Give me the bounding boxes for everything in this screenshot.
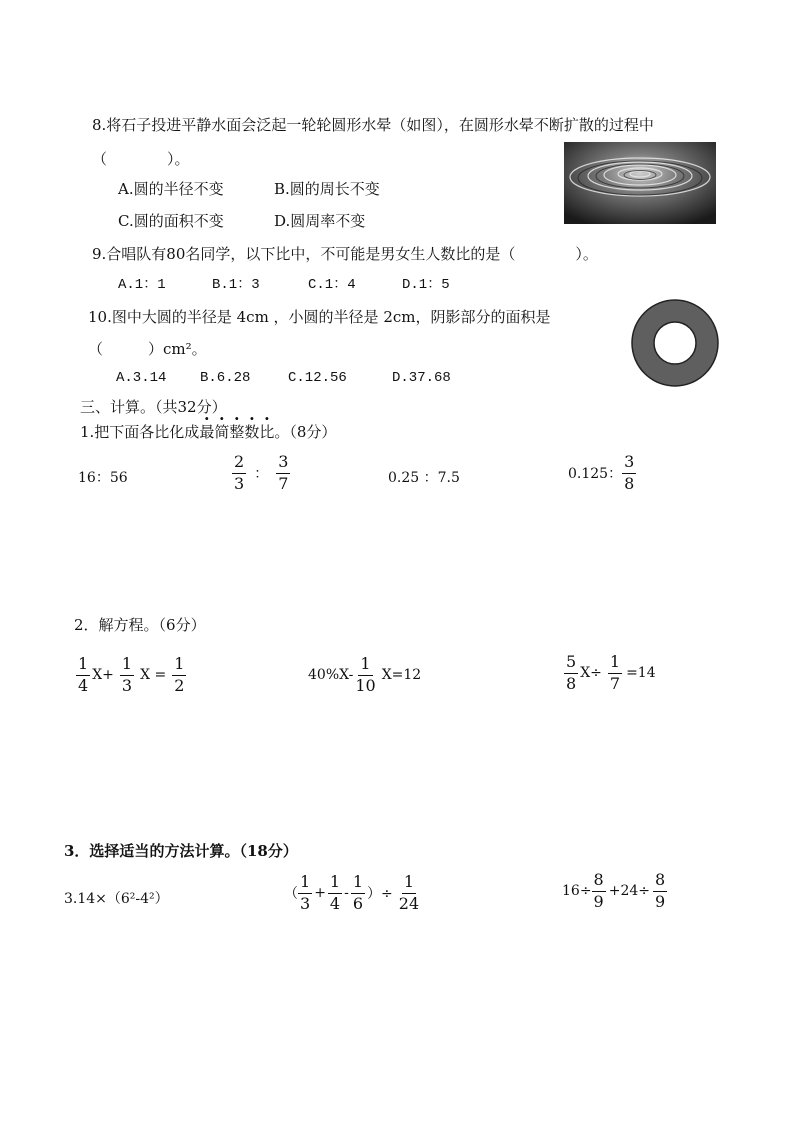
fraction: $\frac{1}{3}$ [121,654,133,695]
fraction: $\frac{8}{9}$ [655,870,666,911]
ratio-3: 0.25 ：7.5 [388,470,460,486]
q8-option-d[interactable]: D.圆周率不变 [274,212,366,230]
part-3-title: 3．选择适当的方法计算。（18分） [64,842,298,860]
part-2-title: 2．解方程。（6分） [74,616,206,634]
q8-option-b[interactable]: B.圆的周长不变 [274,180,380,198]
fraction: $\frac{1}{7}$ [609,652,621,693]
q9-text: 9.合唱队有80名同学，以下比中，不可能是男女生人数比的是（ ）。 [92,245,598,263]
fraction: $\frac{1}{3}$ [300,872,311,913]
fraction: $\frac{1}{4}$ [329,872,341,913]
water-ripple-image [564,142,716,224]
fraction: $\frac{5}{8}$ [566,652,577,693]
annulus-figure [630,298,720,388]
q10-option-a[interactable]: A.3.14 [116,370,167,386]
q10-answer-blank[interactable]: （ ）cm²。 [88,340,207,358]
q9-option-b[interactable]: B.1：3 [212,277,260,293]
fraction: $\frac{1}{24}$ [398,872,420,913]
ratio-2: $\frac{2}{3}$ ： $\frac{3}{7}$ [234,452,289,493]
fraction: $\frac{1}{4}$ [78,654,89,695]
ratio-1: 16：56 [78,470,128,486]
fraction: $\frac{2}{3}$ [234,452,245,493]
part-1-text-pre: 1.把下面各比化成 [80,423,200,441]
q10-option-b[interactable]: B.6.28 [200,370,251,386]
section-3-title: 三、计算。（共32分） [80,398,227,416]
q9-option-a[interactable]: A.1：1 [118,277,166,293]
fraction: $\frac{1}{10}$ [355,654,376,695]
q8-option-a[interactable]: A.圆的半径不变 [118,180,224,198]
equation-3: $\frac{5}{8}$ X÷ $\frac{1}{7}$ =14 [566,652,656,693]
equation-1: $\frac{1}{4}$ X+ $\frac{1}{3}$ X = $\frac{1}{2}$ [78,654,185,695]
q10-option-c[interactable]: C.12.56 [288,370,347,386]
equation-2: 40%X- $\frac{1}{10}$ X=12 [308,654,422,695]
q8-answer-blank[interactable]: （ ）。 [92,150,190,168]
fraction: $\frac{8}{9}$ [593,870,604,911]
fraction: $\frac{1}{6}$ [352,872,364,913]
fraction: $\frac{1}{2}$ [174,654,185,695]
fraction: $\frac{3}{8}$ [624,452,635,493]
part-1-text-post: 。（8分） [274,423,337,441]
q9-option-c[interactable]: C.1：4 [308,277,356,293]
q8-option-c[interactable]: C.圆的面积不变 [118,212,224,230]
fraction: $\frac{3}{7}$ [278,452,289,493]
dotted-emphasis: 最简整数比 [199,423,275,441]
calc-2: （ $\frac{1}{3}$ + $\frac{1}{4}$ - $\frac{1}{6}$ ）÷ $\frac{1}{24}$ [284,872,420,913]
calc-1: 3.14×（6²-4²） [64,891,169,907]
calc-3: 16÷ $\frac{8}{9}$ +24÷ $\frac{8}{9}$ [562,870,666,911]
q9-option-d[interactable]: D.1：5 [402,277,450,293]
ratio-4: 0.125： $\frac{3}{8}$ [568,452,635,493]
q10-option-d[interactable]: D.37.68 [392,370,451,386]
part-1-instruction [80,421,336,442]
q8-text: 8.将石子投进平静水面会泛起一轮轮圆形水晕（如图），在圆形水晕不断扩散的过程中 [92,116,654,134]
q10-text: 10.图中大圆的半径是 4cm ，小圆的半径是 2cm，阴影部分的面积是 [88,308,551,326]
